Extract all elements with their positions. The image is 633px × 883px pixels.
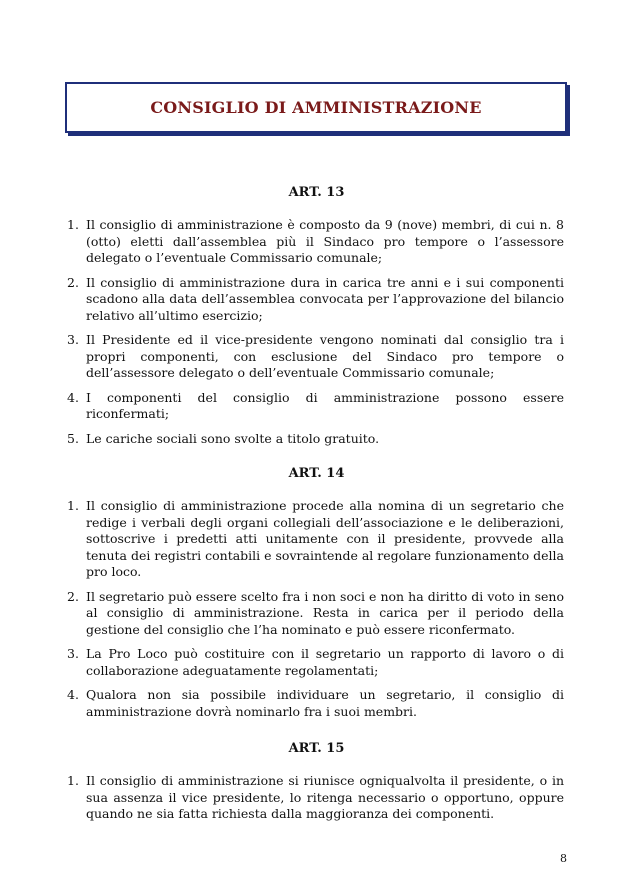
list-item bbox=[67, 217, 564, 267]
article-15-list bbox=[67, 773, 564, 831]
item-number: 2. bbox=[67, 274, 79, 290]
list-item bbox=[67, 687, 564, 720]
article-heading-14: ART. 14 bbox=[288, 466, 345, 481]
item-text: Il Presidente ed il vice-presidente vengono nominati dal consiglio tra i propri componenti, con esclusione del Sindaco pro tempore o dell’assessore delegato o dell’eventuale Commissario comunale; bbox=[86, 332, 564, 380]
list-item bbox=[67, 498, 564, 581]
list-item bbox=[67, 773, 564, 823]
page-number: 8 bbox=[560, 852, 567, 865]
list-item bbox=[67, 646, 564, 679]
article-13-list bbox=[67, 217, 564, 455]
item-text: Il consiglio di amministrazione si riunisce ogniqualvolta il presidente, o in sua assenza il vice presidente, lo ritenga necessario o opportuno, oppure quando ne sia fatta richiesta dalla maggioranza dei componenti. bbox=[86, 773, 564, 821]
item-number: 1. bbox=[67, 498, 79, 513]
article-14-list bbox=[67, 498, 564, 728]
item-number: 1. bbox=[67, 217, 79, 232]
item-text: Il consiglio di amministrazione procede alla nomina di un segretario che redige i verbali degli organi collegiali dell’associazione e le deliberazioni, sottoscrive i predetti atti unitamente con il presidente, provvede alla tenuta dei registri contabili e sovraintende al regolare funzionamento della pro loco. bbox=[86, 498, 564, 579]
item-number: 4. bbox=[67, 389, 79, 405]
item-text: Qualora non sia possibile individuare un segretario, il consiglio di amministrazione dovrà nominarlo fra i suoi membri. bbox=[86, 687, 564, 719]
list-item bbox=[67, 275, 564, 325]
list-item bbox=[67, 589, 564, 639]
list-item bbox=[67, 332, 564, 382]
page-title: CONSIGLIO DI AMMINISTRAZIONE bbox=[150, 98, 482, 117]
item-text: Il segretario può essere scelto fra i non soci e non ha diritto di voto in seno al consiglio di amministrazione. Resta in carica per il periodo della gestione del consiglio che l’ha nominato e può essere riconfermato. bbox=[86, 588, 564, 637]
item-text: La Pro Loco può costituire con il segretario un rapporto di lavoro o di collaborazione adeguatamente regolamentati; bbox=[86, 646, 564, 678]
item-number: 3. bbox=[67, 332, 79, 347]
item-text: Il consiglio di amministrazione dura in carica tre anni e i sui componenti scadono alla data dell’assemblea convocata per l’approvazione del bilancio relativo all’ultimo esercizio; bbox=[86, 274, 564, 323]
item-number: 5. bbox=[67, 430, 79, 446]
title-box bbox=[65, 82, 567, 133]
item-text: I componenti del consiglio di amministrazione possono essere riconfermati; bbox=[86, 389, 564, 421]
list-item bbox=[67, 431, 564, 448]
item-number: 2. bbox=[67, 588, 79, 604]
item-text: Le cariche sociali sono svolte a titolo gratuito. bbox=[86, 430, 380, 446]
item-text: Il consiglio di amministrazione è composto da 9 (nove) membri, di cui n. 8 (otto) eletti dall’assemblea più il Sindaco pro tempore o l’assessore delegato o l’eventuale Commissario comunale; bbox=[86, 217, 564, 265]
article-heading-15: ART. 15 bbox=[288, 741, 345, 756]
item-number: 4. bbox=[67, 687, 79, 702]
item-number: 1. bbox=[67, 773, 79, 788]
list-item bbox=[67, 390, 564, 423]
article-heading-13: ART. 13 bbox=[288, 185, 345, 200]
item-number: 3. bbox=[67, 646, 79, 661]
